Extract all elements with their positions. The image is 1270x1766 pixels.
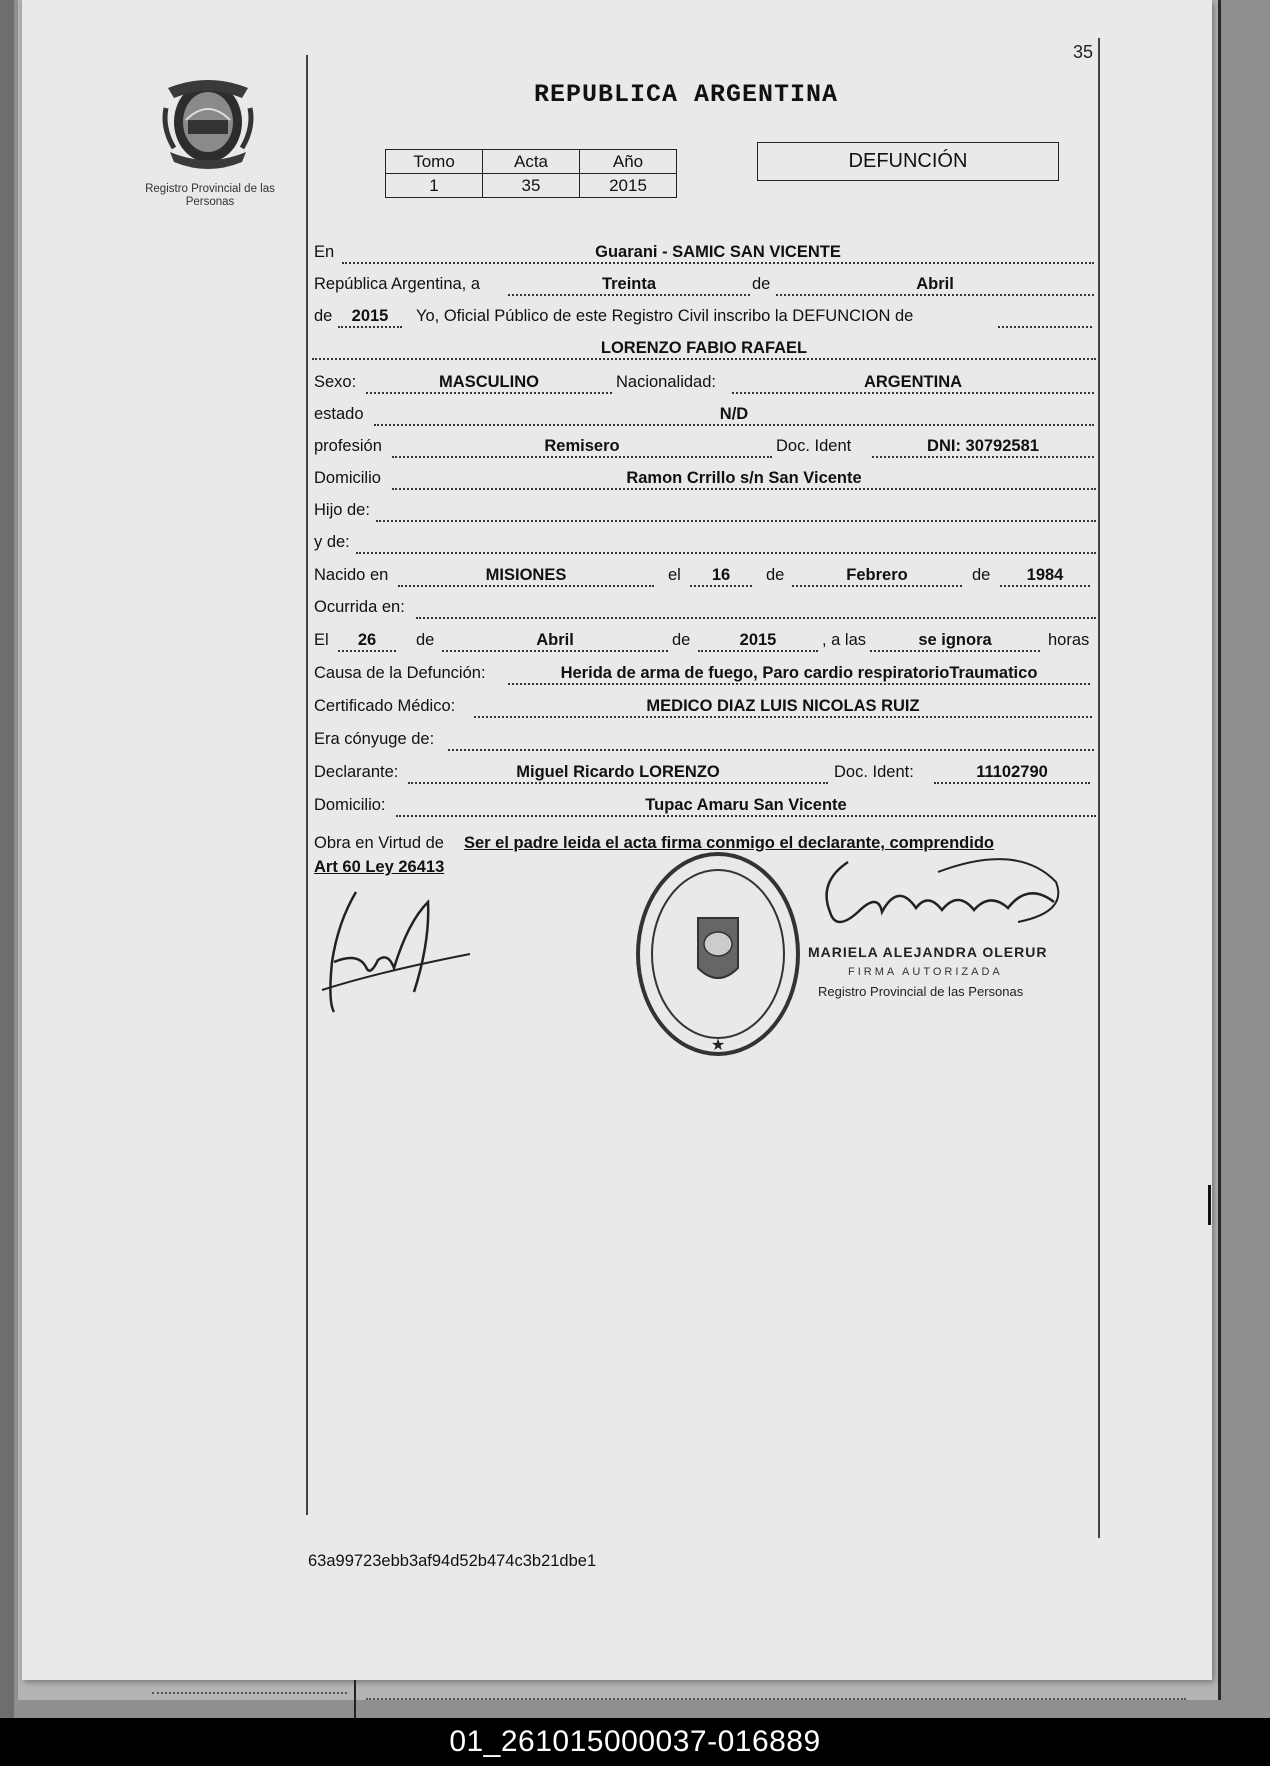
official-name: MARIELA ALEJANDRA OLERUR — [808, 944, 1048, 960]
label-ocurrida-en: Ocurrida en: — [314, 598, 405, 616]
label-certificado: Certificado Médico: — [314, 697, 456, 715]
record-type-box: DEFUNCIÓN — [757, 142, 1059, 181]
label-domicilio: Domicilio — [314, 469, 381, 487]
label-causa: Causa de la Defunción: — [314, 664, 486, 682]
label-doc-ident: Doc. Ident — [776, 437, 852, 455]
field-lugar: Guarani - SAMIC SAN VICENTE — [342, 242, 1094, 264]
label-a-las: , a las — [822, 631, 867, 649]
label-conyuge: Era cónyuge de: — [314, 730, 435, 748]
field-nombre: LORENZO FABIO RAFAEL — [312, 338, 1096, 360]
row-domicilio-declarante — [312, 793, 1096, 819]
label-profesion: profesión — [314, 437, 382, 455]
field-nacido-lugar: MISIONES — [398, 565, 654, 587]
field-doc-ident: DNI: 30792581 — [872, 436, 1094, 458]
field-conyuge — [448, 729, 1094, 751]
field-hijo-de — [376, 500, 1096, 522]
official-signature — [818, 852, 1076, 942]
registry-caption: Registro Provincial de las Personas — [145, 183, 275, 208]
field-def-anio: 2015 — [698, 630, 818, 652]
field-certificado: MEDICO DIAZ LUIS NICOLAS RUIZ — [474, 696, 1092, 718]
edge-mark — [1208, 1185, 1211, 1225]
label-El: El — [314, 631, 329, 649]
field-profesion: Remisero — [392, 436, 772, 458]
ref-header-acta: Acta — [483, 150, 580, 174]
official-office: Registro Provincial de las Personas — [818, 984, 1024, 999]
row-estado — [312, 402, 1096, 428]
row-causa — [312, 661, 1096, 687]
ref-value-tomo: 1 — [386, 174, 483, 198]
label-nacionalidad: Nacionalidad: — [616, 373, 716, 391]
field-def-hora: se ignora — [870, 630, 1040, 652]
label-el: el — [668, 566, 681, 584]
row-nombre — [312, 336, 1096, 362]
label-republica: República Argentina, a — [314, 275, 481, 293]
footer-code: 01_261015000037-016889 — [0, 1718, 1270, 1766]
field-ocurrida — [416, 597, 1096, 619]
field-declarante: Miguel Ricardo LORENZO — [408, 762, 828, 784]
row-certificado — [312, 694, 1096, 720]
label-nacido-en: Nacido en — [314, 566, 389, 584]
underlying-margin-line — [354, 1680, 356, 1718]
row-declarante — [312, 760, 1096, 786]
field-dia-acta: Treinta — [508, 274, 750, 296]
field-anio-acta: 2015 — [338, 306, 402, 328]
field-def-dia: 26 — [338, 630, 396, 652]
declarant-signature — [318, 882, 478, 1017]
ref-header-tomo: Tomo — [386, 150, 483, 174]
field-def-mes: Abril — [442, 630, 668, 652]
field-domicilio: Ramon Crrillo s/n San Vicente — [392, 468, 1096, 490]
label-sexo: Sexo: — [314, 373, 357, 391]
field-sexo: MASCULINO — [366, 372, 612, 394]
official-stamp — [632, 848, 804, 1060]
field-domicilio-2: Tupac Amaru San Vicente — [396, 795, 1096, 817]
field-causa: Herida de arma de fuego, Paro cardio respiratorioTraumatico — [508, 663, 1090, 685]
label-de-2: de — [314, 307, 333, 325]
field-inscribo-blank — [998, 306, 1092, 328]
row-fecha-defuncion — [312, 628, 1096, 654]
label-declarante: Declarante: — [314, 763, 399, 781]
document-title: REPUBLICA ARGENTINA — [534, 80, 839, 109]
left-margin-line — [306, 55, 308, 1515]
label-y-de: y de: — [314, 533, 350, 551]
label-inscribo: Yo, Oficial Público de este Registro Civil inscribo la DEFUNCION de — [416, 307, 914, 325]
ref-value-acta: 35 — [483, 174, 580, 198]
underlying-dotted-line-right — [366, 1698, 1186, 1700]
label-doc-ident-2: Doc. Ident: — [834, 763, 914, 781]
field-nacionalidad: ARGENTINA — [732, 372, 1094, 394]
province-shield-logo — [162, 68, 254, 172]
row-nacimiento — [312, 563, 1096, 589]
field-nac-mes: Febrero — [792, 565, 962, 587]
right-margin-line — [1098, 38, 1100, 1538]
label-de-6: de — [672, 631, 691, 649]
row-inscripcion — [312, 304, 1096, 330]
label-de-1: de — [752, 275, 771, 293]
row-domicilio — [312, 466, 1096, 492]
field-obra-2: Art 60 Ley 26413 — [314, 858, 445, 876]
row-profesion — [312, 434, 1096, 460]
field-y-de — [356, 532, 1096, 554]
ref-value-anio: 2015 — [580, 174, 677, 198]
svg-text:★: ★ — [710, 1035, 726, 1054]
field-obra: Ser el padre leida el acta firma conmigo el declarante, comprendido — [464, 834, 995, 852]
field-nac-dia: 16 — [690, 565, 752, 587]
row-ocurrida — [312, 595, 1096, 621]
row-hijo-de — [312, 498, 1096, 524]
label-domicilio-2: Domicilio: — [314, 796, 386, 814]
label-de-4: de — [972, 566, 991, 584]
document-hash: 63a99723ebb3af94d52b474c3b21dbe1 — [308, 1552, 597, 1570]
row-lugar — [312, 240, 1096, 266]
label-de-5: de — [416, 631, 435, 649]
label-de-3: de — [766, 566, 785, 584]
row-y-de — [312, 530, 1096, 556]
label-horas: horas — [1048, 631, 1090, 649]
row-fecha-acta — [312, 272, 1096, 298]
field-estado: N/D — [374, 404, 1094, 426]
page-number: 35 — [1073, 42, 1094, 62]
field-mes-acta: Abril — [776, 274, 1094, 296]
field-nac-anio: 1984 — [1000, 565, 1090, 587]
label-estado: estado — [314, 405, 364, 423]
scan-left-edge — [0, 0, 14, 1718]
reference-table — [385, 149, 677, 198]
label-hijo-de: Hijo de: — [314, 501, 370, 519]
ref-header-anio: Año — [580, 150, 677, 174]
row-sexo — [312, 370, 1096, 396]
label-en: En — [314, 243, 335, 261]
field-doc-ident-2: 11102790 — [934, 762, 1090, 784]
underlying-dotted-line-left — [152, 1692, 347, 1694]
row-conyuge — [312, 727, 1096, 753]
label-obra: Obra en Virtud de — [314, 834, 444, 852]
official-role: FIRMA AUTORIZADA — [848, 966, 1003, 978]
